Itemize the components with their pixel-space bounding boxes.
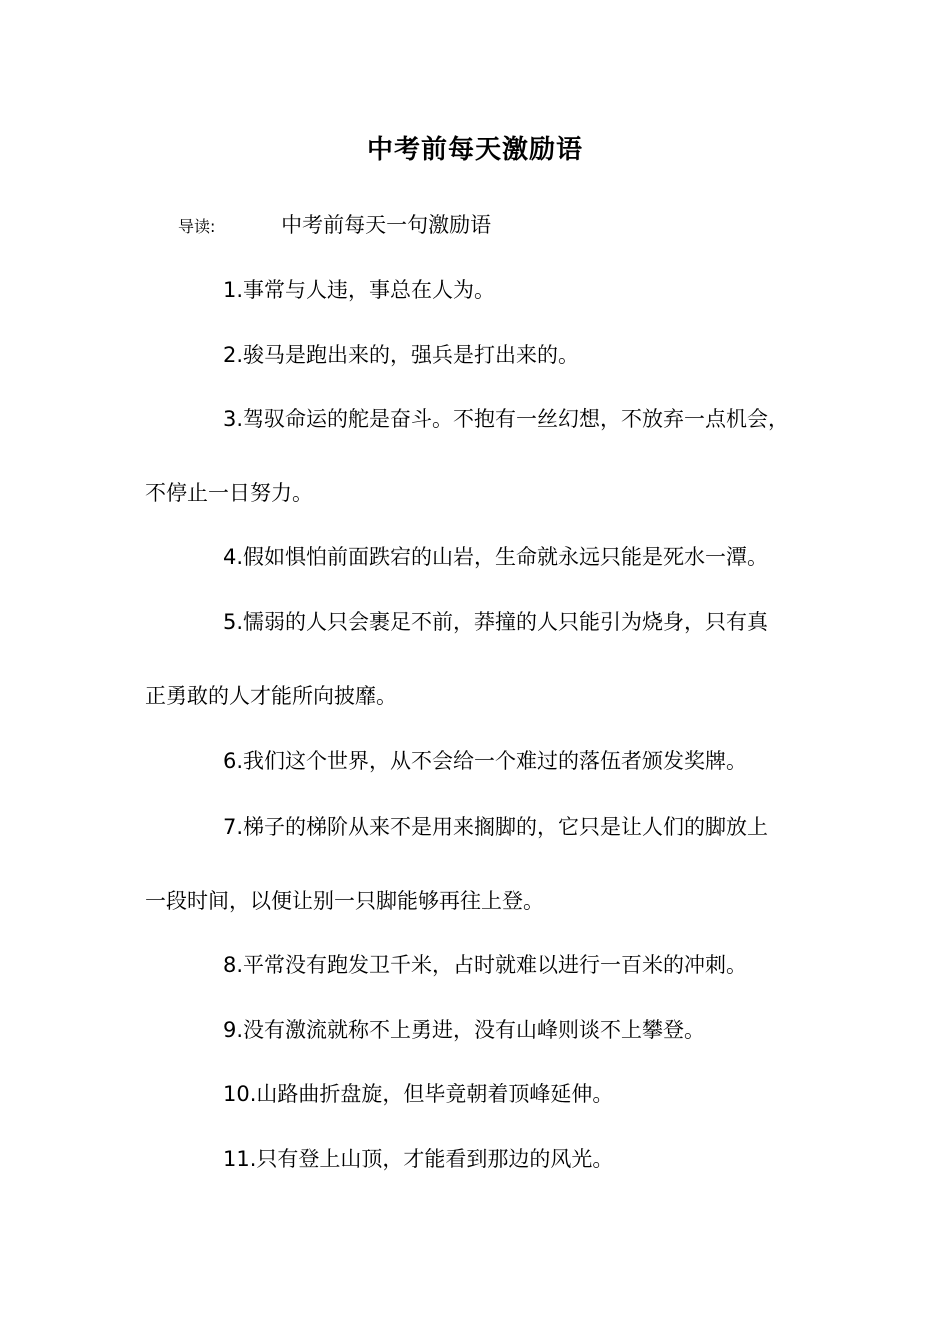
list-item [145, 809, 825, 919]
page-title: 中考前每天激励语 [366, 135, 583, 165]
list-item [145, 539, 825, 575]
intro-text: 中考前每天一句激励语 [281, 213, 492, 237]
item-text: 2.骏马是跑出来的，强兵是打出来的。 [223, 343, 580, 367]
item-text: 6.我们这个世界，从不会给一个难过的落伍者颁发奖牌。 [223, 749, 748, 773]
item-text: 7.梯子的梯阶从来不是用来搁脚的，它只是让人们的脚放上 [223, 815, 769, 839]
list-item [145, 401, 825, 511]
item-text: 5.懦弱的人只会裹足不前，莽撞的人只能引为烧身，只有真 [223, 610, 769, 634]
list-item [145, 1076, 825, 1112]
item-text: 9.没有激流就称不上勇进，没有山峰则谈不上攀登。 [223, 1018, 706, 1042]
item-text: 8.平常没有跑发卫千米，占时就难以进行一百米的冲刺。 [223, 953, 748, 977]
list-item [145, 743, 825, 779]
item-text: 10.山路曲折盘旋，但毕竟朝着顶峰延伸。 [223, 1082, 614, 1106]
item-text: 1.事常与人违，事总在人为。 [223, 278, 496, 302]
item-text: 4.假如惧怕前面跌宕的山岩，生命就永远只能是死水一潭。 [223, 545, 769, 569]
item-text: 3.驾驭命运的舵是奋斗。不抱有一丝幻想，不放弃一点机会， [223, 407, 790, 431]
list-item [145, 604, 825, 714]
intro-line [178, 207, 491, 243]
list-item [145, 337, 825, 373]
item-continuation: 正勇敢的人才能所向披靡。 [145, 684, 397, 708]
list-item [145, 1141, 825, 1177]
item-text: 11.只有登上山顶，才能看到那边的风光。 [223, 1147, 614, 1171]
item-continuation: 不停止一日努力。 [145, 481, 313, 505]
list-item [145, 272, 825, 308]
intro-label: 导读: [178, 217, 216, 236]
list-item [145, 1012, 825, 1048]
list-item [145, 947, 825, 983]
item-continuation: 一段时间，以便让别一只脚能够再往上登。 [145, 889, 544, 913]
